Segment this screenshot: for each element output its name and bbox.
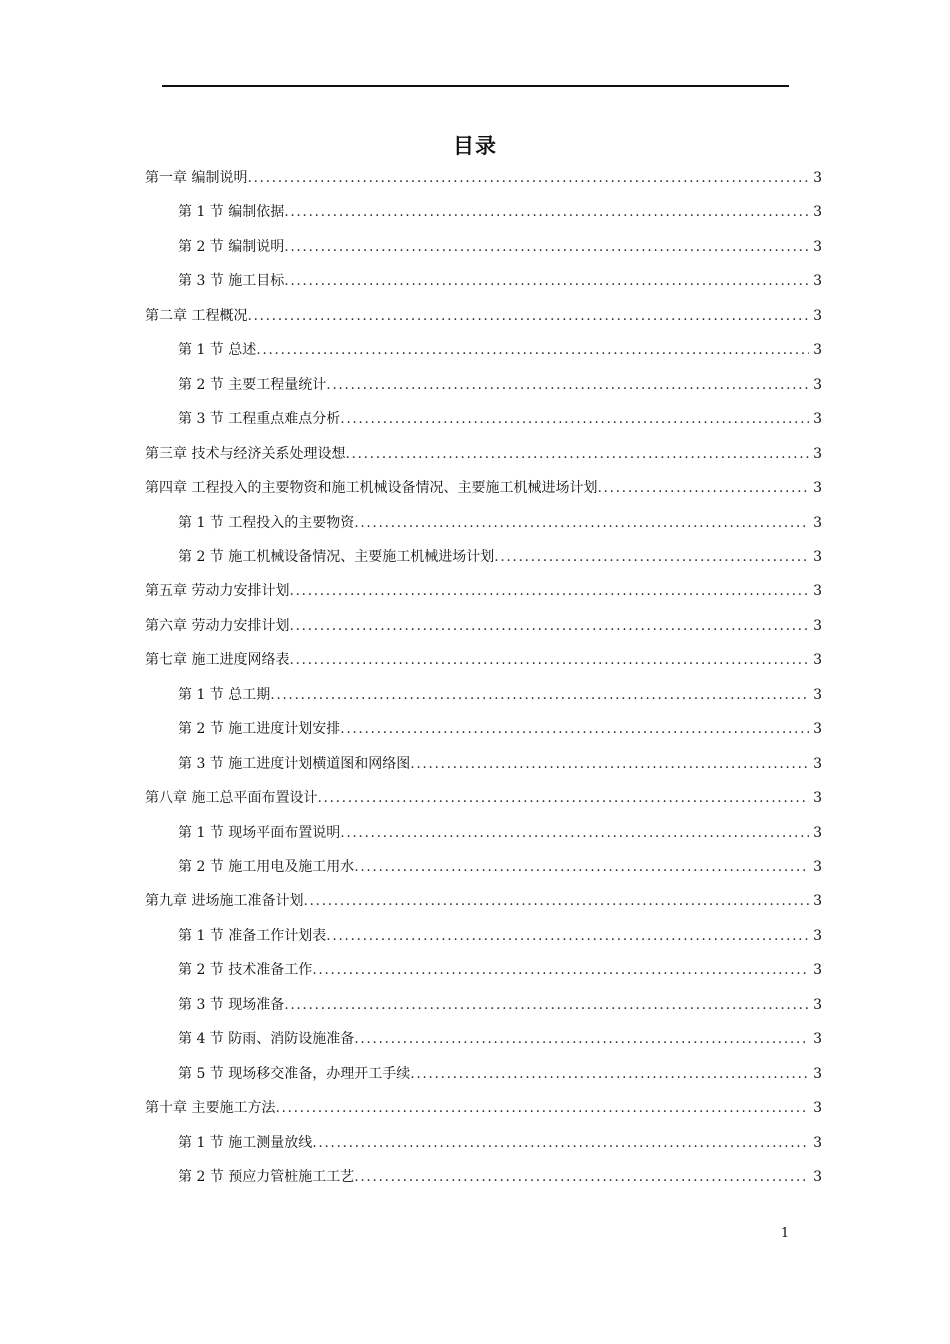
toc-section-entry[interactable] [178,821,822,845]
toc-entry-label: 第三章 技术与经济关系处理设想 [145,445,346,462]
toc-entry-page: 3 [813,238,822,255]
toc-entry-label: 第 3 节 工程重点难点分析 [178,411,341,428]
toc-chapter-entry[interactable] [145,786,822,810]
toc-entry-label: 第四章 工程投入的主要物资和施工机械设备情况、主要施工机械进场计划 [145,480,598,497]
toc-entry-page: 3 [813,824,822,841]
toc-section-entry[interactable] [178,200,822,224]
toc-dot-leader [247,166,809,190]
toc-entry-label: 第 4 节 防雨、消防设施准备 [178,1031,355,1048]
toc-section-entry[interactable] [178,717,822,741]
toc-entry-page: 3 [813,755,822,772]
toc-entry-page: 3 [813,514,822,531]
toc-section-entry[interactable] [178,511,822,535]
toc-chapter-entry[interactable] [145,648,822,672]
toc-entry-page: 3 [813,204,822,221]
toc-dot-leader [597,476,809,500]
toc-entry-page: 3 [813,927,822,944]
toc-entry-page: 3 [813,376,822,393]
toc-entry-label: 第 2 节 施工进度计划安排 [178,721,341,738]
toc-dot-leader [494,545,809,569]
toc-section-entry[interactable] [178,958,822,982]
toc-entry-page: 3 [813,893,822,910]
toc-dot-leader [289,648,809,672]
toc-chapter-entry[interactable] [145,579,822,603]
toc-entry-label: 第 2 节 预应力管桩施工工艺 [178,1169,355,1186]
toc-chapter-entry[interactable] [145,304,822,328]
toc-entry-page: 3 [813,1169,822,1186]
page-number: 1 [780,1226,790,1241]
toc-dot-leader [354,1027,809,1051]
toc-entry-page: 3 [813,480,822,497]
toc-dot-leader [284,993,809,1017]
toc-dot-leader [340,407,809,431]
toc-entry-label: 第五章 劳动力安排计划 [145,583,290,600]
toc-dot-leader [256,338,809,362]
toc-dot-leader [289,579,809,603]
toc-entry-label: 第 2 节 施工用电及施工用水 [178,859,355,875]
toc-dot-leader [354,1165,809,1189]
toc-entry-label: 第八章 施工总平面布置设计 [145,790,318,807]
toc-entry-page: 3 [813,307,822,324]
toc-entry-label: 第 2 节 技术准备工作 [178,962,313,979]
toc-entry-label: 第 2 节 主要工程量统计 [178,376,327,393]
toc-dot-leader [284,200,809,224]
toc-entry-page: 3 [813,273,822,290]
toc-entry-label: 第十章 主要施工方法 [145,1100,276,1117]
toc-section-entry[interactable] [178,683,822,707]
toc-dot-leader [270,683,809,707]
toc-entry-label: 第 3 节 施工目标 [178,273,285,290]
toc-entry-page: 3 [813,617,822,634]
toc-entry-label: 第 1 节 工程投入的主要物资 [178,514,355,531]
toc-dot-leader [410,1062,809,1086]
toc-entry-label: 第 5 节 现场移交准备，办理开工手续 [178,1065,411,1082]
toc-chapter-entry[interactable] [145,476,822,500]
toc-dot-leader [354,511,809,535]
toc-entry-page: 3 [813,1031,822,1048]
toc-entry-page: 3 [813,790,822,807]
toc-entry-page: 3 [813,721,822,738]
toc-entry-page: 3 [813,445,822,462]
toc-dot-leader [340,717,809,741]
toc-section-entry[interactable] [178,545,822,569]
toc-dot-leader [354,855,809,879]
toc-entry-label: 第 1 节 现场平面布置说明 [178,824,341,841]
toc-entry-label: 第 1 节 总工期 [178,686,271,703]
toc-entry-label: 第一章 编制说明 [145,170,248,186]
toc-entry-label: 第六章 劳动力安排计划 [145,617,290,634]
toc-section-entry[interactable] [178,1165,822,1189]
toc-section-entry[interactable] [178,235,822,259]
toc-entry-label: 第七章 施工进度网络表 [145,652,290,669]
toc-section-entry[interactable] [178,752,822,776]
toc-entry-page: 3 [813,342,822,359]
toc-dot-leader [340,821,809,845]
toc-dot-leader [312,1131,809,1155]
toc-entry-label: 第 1 节 准备工作计划表 [178,927,327,944]
toc-entry-label: 第 2 节 编制说明 [178,238,285,255]
toc-section-entry[interactable] [178,373,822,397]
toc-entry-label: 第 2 节 施工机械设备情况、主要施工机械进场计划 [178,548,495,565]
toc-entry-label: 第 3 节 现场准备 [178,996,285,1013]
toc-section-entry[interactable] [178,269,822,293]
toc-chapter-entry[interactable] [145,442,822,466]
toc-chapter-entry[interactable] [145,889,822,913]
toc-chapter-entry[interactable] [145,1096,822,1120]
toc-entry-page: 3 [813,996,822,1013]
toc-dot-leader [303,889,809,913]
toc-dot-leader [289,614,809,638]
toc-section-entry[interactable] [178,993,822,1017]
toc-dot-leader [312,958,809,982]
toc-dot-leader [317,786,809,810]
toc-chapter-entry[interactable] [145,166,822,190]
toc-chapter-entry[interactable] [145,614,822,638]
toc-entry-label: 第九章 进场施工准备计划 [145,893,304,910]
toc-section-entry[interactable] [178,855,822,879]
toc-dot-leader [275,1096,809,1120]
toc-dot-leader [284,235,809,259]
toc-entry-page: 3 [813,652,822,669]
toc-section-entry[interactable] [178,924,822,948]
toc-dot-leader [247,304,809,328]
toc-entry-page: 3 [813,170,822,186]
toc-entry-page: 3 [813,411,822,428]
toc-entry-label: 第 1 节 总述 [178,342,257,359]
toc-dot-leader [326,373,809,397]
toc-entry-page: 3 [813,962,822,979]
toc-entry-label: 第 1 节 编制依据 [178,204,285,221]
toc-dot-leader [326,924,809,948]
toc-entry-page: 3 [813,859,822,875]
toc-section-entry[interactable] [178,1027,822,1051]
toc-dot-leader [410,752,809,776]
toc-entry-page: 3 [813,1065,822,1082]
toc-section-entry[interactable] [178,1062,822,1086]
toc-entry-page: 3 [813,686,822,703]
toc-entry-label: 第二章 工程概况 [145,307,248,324]
toc-section-entry[interactable] [178,407,822,431]
toc-section-entry[interactable] [178,1131,822,1155]
toc-entry-page: 3 [813,583,822,600]
toc-entry-page: 3 [813,548,822,565]
toc-entry-page: 3 [813,1100,822,1117]
toc-entry-label: 第 3 节 施工进度计划横道图和网络图 [178,755,411,772]
header-rule [162,85,789,87]
toc-dot-leader [345,442,809,466]
toc-entry-page: 3 [813,1134,822,1151]
toc-dot-leader [284,269,809,293]
toc-title: 目录 [453,134,497,158]
toc-section-entry[interactable] [178,338,822,362]
toc-entry-label: 第 1 节 施工测量放线 [178,1134,313,1151]
